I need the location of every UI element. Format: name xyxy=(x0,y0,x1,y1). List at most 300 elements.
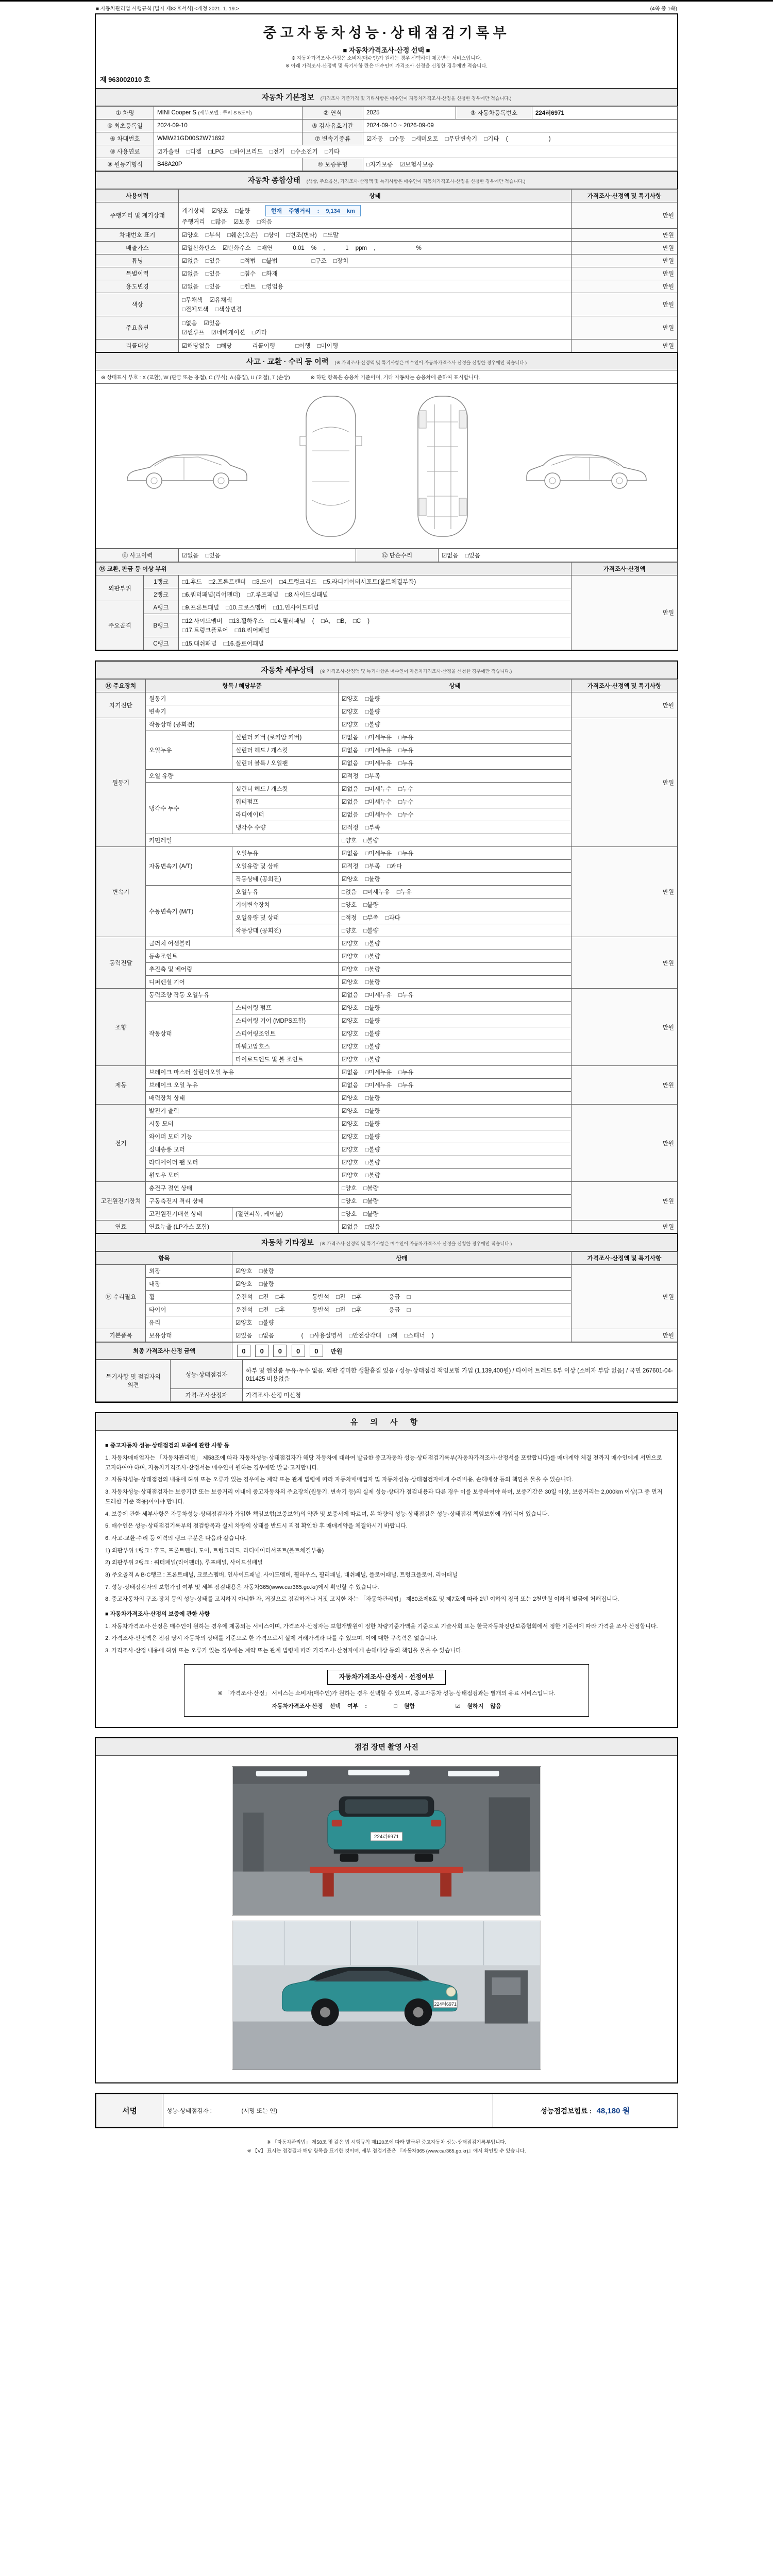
price-cell: 만원 xyxy=(572,575,678,650)
status-cell: ☑없음 □미세누유 □누유 xyxy=(339,1079,572,1092)
row-label: 특별이력 xyxy=(96,267,179,280)
item-cell: 브레이크 마스터 실린더오일 누유 xyxy=(146,1066,339,1079)
col-header: 상태 xyxy=(339,680,572,692)
price-cell: 만원 xyxy=(572,989,678,1066)
signature-label: 서명 xyxy=(96,2094,163,2127)
form-reference-row xyxy=(95,2,678,13)
table-row xyxy=(96,1182,678,1195)
section-header-detail xyxy=(96,662,677,679)
status-cell: □양호 □불량 xyxy=(339,1182,572,1195)
car-diagram-side-right xyxy=(518,435,653,497)
item-cell: 자동변속기 (A/T) xyxy=(146,847,232,886)
select-box-note: ※ 「가격조사·산정」 서비스는 소비자(매수인)가 원하는 경우 선택할 수 있으며, 중고자동차 성능·상태점검과는 별개의 유료 서비스입니다. xyxy=(217,1690,556,1697)
detail-header-title: 자동차 세부상태 xyxy=(261,667,314,675)
status-cell: 운전석 □전 □후 동반석 □전 □후 응급 □ xyxy=(232,1291,572,1303)
item-cell: 동력조향 작동 오일누유 xyxy=(146,989,339,1002)
status-cell: ☑있음 □없음 ( □사용설명서 □안전삼각대 □잭 □스패너 ) xyxy=(232,1329,572,1342)
page-number-note: (4쪽 중 1쪽) xyxy=(650,6,677,12)
col-header: 가격조사·산정액 및 특기사항 xyxy=(572,190,678,202)
status-cell: ☑없음 □미세누수 □누수 xyxy=(339,808,572,821)
item-cell: 수동변속기 (M/T) xyxy=(146,886,232,937)
car-diagram-underbody xyxy=(407,389,479,544)
table-row xyxy=(96,316,678,340)
item-cell: 원동기 xyxy=(146,692,339,705)
status-cell: ☑양호 □불량 xyxy=(339,1040,572,1053)
table-row xyxy=(96,1360,678,1389)
field-label: ⑦ 변속기종류 xyxy=(303,132,363,145)
section-header-accident xyxy=(96,352,677,370)
other-info-table xyxy=(96,1251,678,1342)
photo-block xyxy=(95,1737,678,2083)
status-cell xyxy=(179,242,572,255)
price-cell: 만원 xyxy=(572,267,678,280)
insurance-fee-value: 48,180 원 xyxy=(596,2107,630,2116)
notice-item: 2. 가격조사·산정액은 점검 당시 자동차의 상태를 기준으로 한 가격으로서 실제 거래가격과 다를 수 있으며, 이에 대한 구속력은 없습니다. xyxy=(105,1635,438,1642)
status-cell xyxy=(179,255,572,267)
status-cell: ☑양호 □불량 xyxy=(339,1143,572,1156)
photo-list xyxy=(96,1756,677,2082)
insurance-fee-cell xyxy=(493,2094,678,2127)
row-label: 튜닝 xyxy=(96,255,179,267)
part-cell: 기어변속장치 xyxy=(232,899,339,911)
part-cell: 실린더 헤드 / 개스킷 xyxy=(232,744,339,757)
notice-item: 6. 사고·교환·수리 등 이력의 랭크 구분은 다음과 같습니다. xyxy=(105,1535,247,1541)
rank-label: C랭크 xyxy=(144,637,179,650)
col-header: 상태 xyxy=(232,1252,572,1265)
form-reference: ■ 자동차관리법 시행규칙 [별지 제82호서식] <개정 2021. 1. 19.> xyxy=(96,6,239,12)
price-cell: 만원 xyxy=(572,1265,678,1329)
table-row xyxy=(96,255,678,267)
document-number: 제 963002010 호 xyxy=(100,76,150,84)
status-cell: ☑없음 □미세누유 □누유 xyxy=(339,744,572,757)
legend-codes: ※ 상태표시 부호 : X (교환), W (판금 또는 용접), C (부식), A (흠집), U (요철), T (손상) xyxy=(101,375,290,381)
part-cell: 오일유량 및 상태 xyxy=(232,860,339,873)
status-line xyxy=(182,205,568,217)
item-cell: 커먼레일 xyxy=(146,834,339,847)
status-cell: 운전석 □전 □후 동반석 □전 □후 응급 □ xyxy=(232,1303,572,1316)
part-cell: 실린더 헤드 / 개스킷 xyxy=(232,783,339,795)
status-cell: ☑양호 □불량 xyxy=(339,976,572,989)
table-row xyxy=(96,575,678,588)
notice-body xyxy=(96,1431,677,1727)
row-label: 주요옵션 xyxy=(96,316,179,340)
col-header: 항목 xyxy=(96,1252,232,1265)
item-cell: 외장 xyxy=(146,1265,232,1278)
price-cell: 만원 xyxy=(572,847,678,937)
signature-block xyxy=(95,2093,678,2128)
part-cell: 오일유량 및 상태 xyxy=(232,911,339,924)
part-cell: 스티어링조인트 xyxy=(232,1027,339,1040)
field-label: ① 차명 xyxy=(96,107,154,120)
basic-header-note: (가격조사 기준가격 및 기타사항은 매수인이 자동차가격조사·산정을 신청한 경우에만 적습니다.) xyxy=(320,96,512,101)
price-cell: 만원 xyxy=(572,937,678,989)
table-row xyxy=(96,242,678,255)
photo-plate-text: 224러6971 xyxy=(374,1834,399,1840)
rank-label: A랭크 xyxy=(144,601,179,614)
table-row xyxy=(96,202,678,229)
car-diagram-top xyxy=(295,389,367,544)
appraiser-opinion-text: 가격조사·산정 미신청 xyxy=(243,1389,678,1402)
repair-need-label: ⑮ 수리필요 xyxy=(96,1265,146,1329)
device-cell: 변속기 xyxy=(96,847,146,937)
rank-table xyxy=(96,562,678,650)
item-cell: 라디에이터 팬 모터 xyxy=(146,1156,339,1169)
section-header-basic xyxy=(96,88,677,106)
vin: WMW21GD00S2W71692 xyxy=(154,132,303,145)
status-cell: ☑없음 □미세누유 □누유 xyxy=(339,731,572,744)
table-row xyxy=(96,267,678,280)
row-label: 배출가스 xyxy=(96,242,179,255)
price-digit: 0 xyxy=(292,1345,305,1357)
photo-section-header: 점검 장면 촬영 사진 xyxy=(96,1738,677,1756)
notice-block xyxy=(95,1412,678,1728)
item-cell: 충전구 절연 상태 xyxy=(146,1182,339,1195)
part-cell: 라디에이터 xyxy=(232,808,339,821)
price-cell: 만원 xyxy=(572,1105,678,1182)
status-cell: ☑적정 □부족 □과다 xyxy=(339,860,572,873)
signature-line: 성능·상태점검자 : (서명 또는 인) xyxy=(163,2094,493,2127)
status-cell xyxy=(179,267,572,280)
price-cell: 만원 xyxy=(572,1329,678,1342)
field-label: ⑨ 원동기형식 xyxy=(96,158,154,171)
comprehensive-state-table xyxy=(96,189,678,352)
field-label: ④ 최초등록일 xyxy=(96,120,154,132)
item-cell: 유리 xyxy=(146,1316,232,1329)
vehicle-name-sub: (세부모델 : 쿠퍼 S 5도어) xyxy=(198,110,252,116)
status-cell xyxy=(179,316,572,340)
price-digit: 0 xyxy=(310,1345,323,1357)
table-row xyxy=(96,989,678,1002)
first-registration-date: 2024-09-10 xyxy=(154,120,303,132)
item-cell: 작동상태 (공회전) xyxy=(146,718,339,731)
accident-header-note: (※ 가격조사·산정액 및 특기사항은 매수인이 자동차가격조사·산정을 신청한 경우에만 적습니다.) xyxy=(334,360,527,366)
col-header: 가격조사·산정액 및 특기사항 xyxy=(572,1252,678,1265)
comp-header-title: 자동차 종합상태 xyxy=(247,177,300,185)
emission-checkboxes: ☑일산화탄소 ☑탄화수소 □매연 xyxy=(182,245,273,252)
price-digit: 0 xyxy=(237,1345,250,1357)
item-cell: 등속조인트 xyxy=(146,950,339,963)
title-note-2: ※ 아래 가격조사·산정액 및 특기사항 란은 매수인이 가격조사·산정을 신청한 경우에만 적습니다. xyxy=(285,63,488,70)
legend-note: ※ 하단 항목은 승용차 기준이며, 기타 자동차는 승용차에 준하여 표시합니다. xyxy=(310,375,480,381)
device-cell: 원동기 xyxy=(96,718,146,847)
device-cell: 조향 xyxy=(96,989,146,1066)
status-cell: ☑적정 □부족 xyxy=(339,770,572,783)
col-header: 가격조사·산정액 및 특기사항 xyxy=(572,680,678,692)
signature-table xyxy=(96,2094,678,2127)
status-cell xyxy=(179,280,572,293)
status-cell: ☑양호 □불량 xyxy=(232,1265,572,1278)
part-cell: 파워고압호스 xyxy=(232,1040,339,1053)
tuning-detail: □적법 □불법 □구조 □장치 xyxy=(241,258,349,265)
part-cell: 오일누유 xyxy=(232,886,339,899)
price-cell: 만원 xyxy=(572,242,678,255)
inspection-valid-period: 2024-09-10 ~ 2026-09-09 xyxy=(363,120,678,132)
car-diagram-panel xyxy=(96,384,677,549)
status-cell: ☑양호 □불량 xyxy=(339,1002,572,1014)
item-cell: 변속기 xyxy=(146,705,339,718)
status-cell: □양호 □불량 xyxy=(339,834,572,847)
row-label: 리콜대상 xyxy=(96,340,179,352)
part-cell: (절연피복, 케이블) xyxy=(232,1208,339,1221)
insurance-fee-label: 성능점검보험료 : xyxy=(540,2107,592,2115)
rankB-line2: □17.트렁크플로어 □18.리어패널 xyxy=(182,628,270,634)
status-cell: □없음 □미세누유 □누유 xyxy=(339,886,572,899)
price-cell: 만원 xyxy=(572,255,678,267)
price-appraisal-select-box xyxy=(184,1664,589,1717)
transmission-type-checkboxes: ☑자동 □수동 □세미오토 □무단변속기 □기타 ( ) xyxy=(363,132,678,145)
status-cell: ☑양호 □불량 xyxy=(339,705,572,718)
status-cell: ☑없음 □미세누유 □누유 xyxy=(339,847,572,860)
appraiser-label: 가격·조사산정자 xyxy=(171,1389,243,1402)
vehicle-name xyxy=(154,107,303,120)
main-form-block xyxy=(95,13,678,651)
status-cell: ☑없음 □미세누유 □누유 xyxy=(339,757,572,770)
repaint-status: □전체도색 □색상변경 xyxy=(182,307,242,313)
status-cell: ☑양호 □불량 xyxy=(339,963,572,976)
usage-change-status: ☑없음 □있음 xyxy=(182,284,221,291)
status-cell: □양호 □불량 xyxy=(339,899,572,911)
status-cell: □적정 □부족 □과다 xyxy=(339,911,572,924)
document xyxy=(95,2,678,2161)
notice-item: 3. 가격조사·산정 내용에 허위 또는 오류가 있는 경우에는 계약 또는 관계 법령에 따라 가격조사·산정자에게 손해배상 등의 책임을 물을 수 있습니다. xyxy=(105,1648,463,1654)
item-cell: 시동 모터 xyxy=(146,1117,339,1130)
status-cell: ☑없음 □있음 xyxy=(339,1221,572,1233)
item-cell: 냉각수 누수 xyxy=(146,783,232,834)
status-cell: ☑양호 □불량 xyxy=(339,1105,572,1117)
rank2-parts: □6.쿼터패널(리어펜더) □7.루프패널 □8.사이드실패널 xyxy=(179,588,572,601)
part-cell: 타이로드엔드 및 볼 조인트 xyxy=(232,1053,339,1066)
item-cell: 추진축 및 베어링 xyxy=(146,963,339,976)
title-note-1: ※ 자동차가격조사·산정은 소비자(매수인)가 원하는 경우 선택하여 제공받는 서비스입니다. xyxy=(291,56,482,61)
item-cell: 발전기 출력 xyxy=(146,1105,339,1117)
table-row xyxy=(96,1329,678,1342)
col-header: ⑭ 주요장치 xyxy=(96,680,146,692)
price-cell: 만원 xyxy=(572,202,678,229)
item-cell: 배력장치 상태 xyxy=(146,1092,339,1105)
notice-item: 8. 중고자동차의 구조·장치 등의 성능·상태를 고지하지 아니한 자, 거짓으로 점검하거나 거짓 고지한 자는 「자동차관리법」 제80조제6호 및 제7호에 따라 2년 이하의 징역 또는 2천만원 이하의 벌금에 처해집니다. xyxy=(105,1596,619,1603)
device-cell: 제동 xyxy=(96,1066,146,1105)
status-cell xyxy=(179,293,572,316)
price-cell: 만원 xyxy=(572,1221,678,1233)
price-digit: 0 xyxy=(255,1345,268,1357)
field-label: ⑤ 검사유효기간 xyxy=(303,120,363,132)
item-cell: 타이어 xyxy=(146,1303,232,1316)
price-cell: 만원 xyxy=(572,293,678,316)
accident-history-label: ⑪ 사고이력 xyxy=(96,549,179,562)
table-row xyxy=(96,280,678,293)
notice-sub-item: 2) 외판부위 2랭크 : 쿼터패널(리어펜더), 루프패널, 사이드실패널 xyxy=(105,1560,263,1566)
notice-blockA-title: ■ 중고자동차 성능·상태점검의 보증에 관한 사항 등 xyxy=(105,1443,230,1449)
item-cell: 윈도우 모터 xyxy=(146,1169,339,1182)
part-cell: 워터펌프 xyxy=(232,795,339,808)
final-price-table xyxy=(96,1342,678,1360)
mileage-status-cell xyxy=(179,202,572,229)
table-row xyxy=(96,340,678,352)
inspection-photo-lift xyxy=(232,1766,541,1916)
rank-label: 1랭크 xyxy=(144,575,179,588)
detail-state-table xyxy=(96,679,678,1233)
notice-item: 5. 매수인은 성능·상태점검기록부의 점검항목과 실제 차량의 상태를 반드시 직접 확인한 후 매매계약을 체결하시기 바랍니다. xyxy=(105,1523,408,1530)
notice-item: 7. 성능·상태점검자의 보험가입 여부 및 세부 점검내용은 자동차365(www.car365.go.kr)에서 확인할 수 있습니다. xyxy=(105,1584,379,1590)
status-cell: ☑양호 □불량 xyxy=(339,1092,572,1105)
recall-status: ☑해당없음 □해당 xyxy=(182,343,232,350)
accident-history-status: ☑없음 □있음 xyxy=(179,549,356,562)
field-label: ③ 자동차등록번호 xyxy=(456,107,532,120)
notice-item: 3. 자동차성능·상태점검자는 보증기간 또는 보증거리 이내에 중고자동차의 주요장치(원동기, 변속기 등)의 실제 성능·상태가 점검내용과 다른 경우 이를 보증하여야 하며, 보증기간은 30일 이상, 보증거리는 2,000km 이상(그 중 먼저 도래한 기준 적용)이어야 합니다. xyxy=(105,1489,663,1505)
odometer-status: 계기상태 ☑양호 □불량 xyxy=(182,208,250,215)
price-unit: 만원 xyxy=(330,1348,343,1355)
rank1-parts: □1.후드 □2.프론트펜더 □3.도어 □4.트렁크리드 □5.라디에이터서포트(볼트체결부품) xyxy=(179,575,572,588)
special-history-status: ☑없음 □있음 xyxy=(182,271,221,278)
recall-done-status: 리콜이행 □이행 □미이행 xyxy=(252,343,338,350)
section-header-comprehensive xyxy=(96,171,677,189)
price-cell: 만원 xyxy=(572,229,678,242)
emission-values: 0.01 % , 1 ppm , % xyxy=(293,245,422,252)
notice-item: 1. 자동차가격조사·산정은 매수인이 원하는 경우에 제공되는 서비스이며, 가격조사·산정자는 보험개발원이 정한 차량기준가액을 기준으로 기술사회 또는 한국자동차진단보증협회에서 정한 기준서에 따라 가격을 조사·산정합니다. xyxy=(105,1623,658,1630)
vehicle-name-main: MINI Cooper S xyxy=(157,109,197,116)
price-cell: 만원 xyxy=(572,316,678,340)
part-cell: 냉각수 수량 xyxy=(232,821,339,834)
status-cell: ☑양호 □불량 xyxy=(339,1169,572,1182)
status-cell: ☑없음 □미세누수 □누수 xyxy=(339,795,572,808)
notice-title: 유 의 사 항 xyxy=(96,1413,677,1431)
rank-section-label: ⑬ 교환, 판금 등 이상 부위 xyxy=(96,563,572,575)
status-cell: ☑없음 □미세누수 □누수 xyxy=(339,783,572,795)
field-label: ⑧ 사용연료 xyxy=(96,145,154,158)
table-row xyxy=(96,692,678,705)
rankB-line1: □12.사이드멤버 □13.휠하우스 □14.필러패널 ( □A, □B, □C ) xyxy=(182,618,370,625)
notice-item: 1. 자동차매매업자는 「자동차관리법」 제58조에 따라 자동차성능·상태점검자가 해당 자동차에 대하여 발급한 중고자동차 성능·상태점검기록부(자동차가격조사·산정서를 포함합니다)를 매매계약 체결 전까지 매수인에게 서면으로 고지하여야 하며, 자동차가격조사·산정서는 매수인이 원하는 경우에만 발급·고지합니다. xyxy=(105,1455,662,1471)
status-cell: ☑적정 □부족 xyxy=(339,821,572,834)
notice-item: 2. 자동차성능·상태점검의 내용에 허위 또는 오류가 있는 경우에는 계약 또는 관계 법령에 따라 자동차매매업자 및 자동차성능·상태점검자에게 수리비용, 손해배상 등의 책임을 물을 수 있습니다. xyxy=(105,1477,574,1483)
device-cell: 동력전달 xyxy=(96,937,146,989)
item-cell: 구동축전지 격리 상태 xyxy=(146,1195,339,1208)
row-label: 색상 xyxy=(96,293,179,316)
status-cell: ☑없음 □미세누유 □누유 xyxy=(339,989,572,1002)
item-cell: 작동상태 xyxy=(146,1002,232,1066)
device-cell: 자기진단 xyxy=(96,692,146,718)
price-digit: 0 xyxy=(273,1345,287,1357)
status-cell: ☑양호 □불량 xyxy=(339,1117,572,1130)
notice-blockB-title: ■ 자동차가격조사·산정의 보증에 관한 사항 xyxy=(105,1611,210,1617)
status-cell: ☑양호 □불량 xyxy=(232,1316,572,1329)
option-status: □없음 ☑있음 xyxy=(182,320,221,327)
col-header: 항목 / 해당부품 xyxy=(146,680,339,692)
status-cell: ☑양호 □불량 xyxy=(339,1053,572,1066)
item-cell: 브레이크 오일 누유 xyxy=(146,1079,339,1092)
engine-model: B48A20P xyxy=(154,158,303,171)
fuel-type-checkboxes: ☑가솔린 □디젤 □LPG □하이브리드 □전기 □수소전기 □기타 xyxy=(154,145,678,158)
device-cell: 전기 xyxy=(96,1105,146,1182)
simple-repair-status: ☑없음 □있음 xyxy=(439,549,678,562)
footer-line-2: ※ 【V】 표시는 점검결과 해당 항목을 표기한 것이며, 세부 점검기준은 『자동차365 (www.car365.go.kr)』에서 확인할 수 있습니다. xyxy=(247,2148,526,2154)
item-cell: 오일 유량 xyxy=(146,770,339,783)
item-cell: 와이퍼 모터 기능 xyxy=(146,1130,339,1143)
notice-sub-item: 1) 외판부위 1랭크 : 후드, 프론트펜더, 도어, 트렁크리드, 라디에이터서포트(볼트체결부품) xyxy=(105,1547,324,1554)
appraisal-select-checkboxes: 자동차가격조사·산정 선택 여부 : □ 원함 ☑ 원하지 않음 xyxy=(272,1703,501,1709)
table-row xyxy=(96,229,678,242)
main-frame-label: 주요골격 xyxy=(96,601,144,650)
field-label: ② 연식 xyxy=(303,107,363,120)
status-cell: ☑양호 □불량 xyxy=(339,873,572,886)
table-row xyxy=(96,847,678,860)
inspector-opinion-text: 하부 및 엔진룸 누유·누수 없음, 외판 경미한 생활흠집 있음 / 성능·상태점검 책임보험 가입 (1,139,400원) / 타이어 트레드 5부 이상 (소비자 부담 없음) / 국민 267601-04-011425 비용없음 xyxy=(243,1360,678,1389)
row-label: 주행거리 및 계기상태 xyxy=(96,202,179,229)
status-cell: □양호 □불량 xyxy=(339,924,572,937)
part-cell: 작동상태 (공회전) xyxy=(232,873,339,886)
price-cell: 만원 xyxy=(572,718,678,847)
part-cell: 작동상태 (공회전) xyxy=(232,924,339,937)
item-cell: 오일누유 xyxy=(146,731,232,770)
rankC-parts: □15.대쉬패널 □16.플로어패널 xyxy=(179,637,572,650)
item-cell: 실내송풍 모터 xyxy=(146,1143,339,1156)
title-area xyxy=(96,14,677,72)
accident-history-row xyxy=(96,549,678,562)
rank-label: B랭크 xyxy=(144,614,179,637)
option-detail: ☑썬루프 ☑네비게이션 □기타 xyxy=(182,330,267,336)
final-price-value xyxy=(232,1343,678,1360)
model-year: 2025 xyxy=(363,107,456,120)
rankA-parts: □9.프론트패널 □10.크로스멤버 □11.인사이드패널 xyxy=(179,601,572,614)
state-mark-legend xyxy=(96,370,677,384)
item-cell: 클러치 어셈블리 xyxy=(146,937,339,950)
other-header-note: (※ 가격조사·산정액 및 특기사항은 매수인이 자동차가격조사·산정을 신청한 경우에만 적습니다.) xyxy=(320,1241,512,1247)
rank-label: 2랭크 xyxy=(144,588,179,601)
item-cell: 보유상태 xyxy=(146,1329,232,1342)
tuning-status: ☑없음 □있음 xyxy=(182,258,221,265)
status-cell: ☑없음 □미세누유 □누유 xyxy=(339,1066,572,1079)
price-cell: 만원 xyxy=(572,1182,678,1221)
table-row xyxy=(96,937,678,950)
row-label: 용도변경 xyxy=(96,280,179,293)
status-cell: □양호 □불량 xyxy=(339,1195,572,1208)
status-cell: ☑양호 □불량 xyxy=(339,1014,572,1027)
part-cell: 오일누유 xyxy=(232,847,339,860)
inspection-photo-floor xyxy=(232,1921,541,2070)
part-cell: 실린더 커버 (로커암 커버) xyxy=(232,731,339,744)
status-cell: ☑양호 □부식 □훼손(오손) □상이 □변조(변타) □도말 xyxy=(179,229,572,242)
detail-state-block xyxy=(95,660,678,1403)
device-cell: 고전원전기장치 xyxy=(96,1182,146,1221)
inspector-label: 성능·상태점검자 xyxy=(171,1360,243,1389)
opinion-table xyxy=(96,1360,678,1402)
warranty-type-checkboxes: □자가보증 ☑보험사보증 xyxy=(363,158,678,171)
current-mileage-badge: 현재 주행거리 : 9,134 km xyxy=(265,205,361,216)
table-row xyxy=(96,1389,678,1402)
table-row xyxy=(96,1066,678,1079)
car-diagram-side-left xyxy=(120,435,255,497)
row-label: 차대번호 표기 xyxy=(96,229,179,242)
table-row xyxy=(96,1105,678,1117)
status-cell: ☑양호 □불량 xyxy=(232,1278,572,1291)
status-cell: ☑양호 □불량 xyxy=(339,1156,572,1169)
status-cell: ☑양호 □불량 xyxy=(339,1027,572,1040)
basic-items-label: 기본품목 xyxy=(96,1329,146,1342)
rankB-parts xyxy=(179,614,572,637)
price-cell: 만원 xyxy=(572,1066,678,1105)
opinion-section-label: 특기사항 및 점검자의 의견 xyxy=(96,1360,171,1402)
usage-change-detail: □렌트 □영업용 xyxy=(241,284,283,291)
notice-sub-item: 3) 주요골격 A·B·C랭크 : 프론트패널, 크로스멤버, 인사이드패널, 사이드멤버, 휠하우스, 필러패널, 대쉬패널, 플로어패널, 트렁크플로어, 리어패널 xyxy=(105,1571,458,1578)
document-subtitle: ■ 자동차가격조사·산정 선택 ■ xyxy=(343,46,430,54)
comp-header-note: (색상, 주요옵션, 가격조사·산정액 및 특기사항은 매수인이 자동차가격조사·산정을 신청한 경우에만 적습니다.) xyxy=(306,179,526,184)
col-header: 사용이력 xyxy=(96,190,179,202)
simple-repair-label: ⑫ 단순수리 xyxy=(356,549,439,562)
status-cell: ☑양호 □불량 xyxy=(339,1130,572,1143)
mileage-level-status: 주행거리 □많음 ☑보통 □적음 xyxy=(182,219,272,226)
item-cell: 디퍼렌셜 기어 xyxy=(146,976,339,989)
item-cell: 고전원전기배선 상태 xyxy=(146,1208,232,1221)
